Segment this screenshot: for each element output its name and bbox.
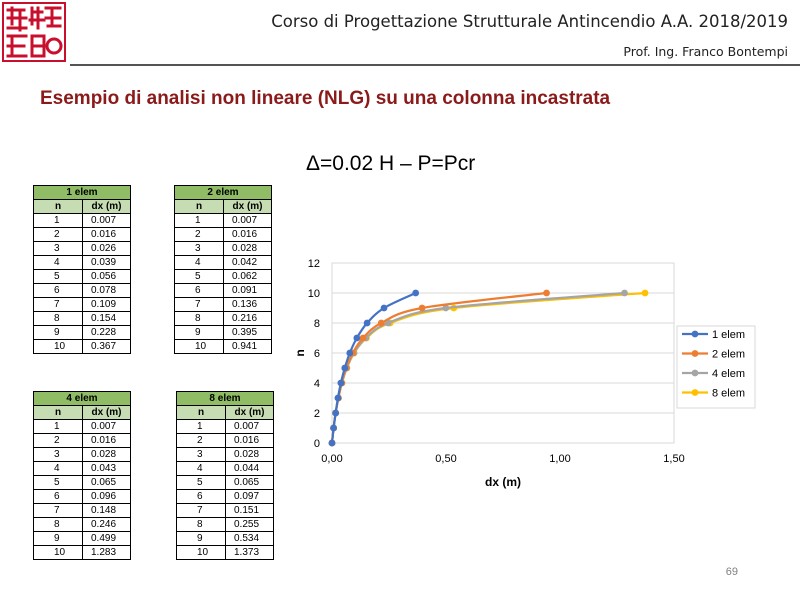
data-point [621,290,628,297]
table-row [34,476,131,490]
table-row [34,462,131,476]
x-tick-label: 0,50 [435,453,457,465]
cell-dx: 0.044 [226,462,274,476]
cell-n: 10 [177,546,226,560]
data-point [364,320,371,327]
cell-dx: 0.097 [226,490,274,504]
y-tick-label: 2 [313,408,320,420]
cell-dx: 0.007 [83,420,131,434]
column-header-dx: dx (m) [226,406,274,420]
cell-n: 9 [34,532,83,546]
cell-n: 5 [34,476,83,490]
table-row [175,256,272,270]
course-title: Corso di Progettazione Strutturale Antincendio A.A. 2018/2019 [271,12,788,31]
cell-n: 5 [177,476,226,490]
table-row [175,270,272,284]
column-header-n: n [177,406,226,420]
cell-n: 8 [177,518,226,532]
table-title: 1 elem [34,186,131,200]
table-4-elem [33,391,131,560]
table-row [34,284,131,298]
table-row [34,518,131,532]
cell-dx: 0.007 [83,214,131,228]
cell-n: 4 [34,256,83,270]
column-header-dx: dx (m) [83,406,131,420]
slide-title: Esempio di analisi non lineare (NLG) su una colonna incastrata [40,88,611,109]
table-row [177,490,274,504]
cell-n: 1 [34,420,83,434]
cell-n: 7 [177,504,226,518]
cell-dx: 0.246 [83,518,131,532]
table-row [175,242,272,256]
data-point [341,365,348,372]
cell-n: 4 [175,256,224,270]
cell-n: 6 [175,284,224,298]
cell-dx: 0.395 [224,326,272,340]
table-row [175,340,272,354]
cell-n: 6 [34,284,83,298]
cell-n: 3 [175,242,224,256]
cell-n: 6 [177,490,226,504]
table-row [175,284,272,298]
cell-n: 3 [177,448,226,462]
data-point [642,290,649,297]
column-header-n: n [34,406,83,420]
table-row [175,312,272,326]
cell-dx: 0.042 [224,256,272,270]
cell-dx: 0.007 [224,214,272,228]
cell-n: 1 [34,214,83,228]
cell-dx: 0.028 [224,242,272,256]
cell-dx: 0.534 [226,532,274,546]
cell-dx: 0.062 [224,270,272,284]
cell-n: 9 [177,532,226,546]
table-row [177,448,274,462]
legend-marker [692,331,699,338]
table-row [34,256,131,270]
y-tick-label: 4 [313,378,320,390]
cell-dx: 0.255 [226,518,274,532]
data-point [412,290,419,297]
cell-dx: 0.016 [83,228,131,242]
legend-label: 8 elem [712,387,746,400]
cell-n: 8 [34,518,83,532]
cell-dx: 0.151 [226,504,274,518]
cell-dx: 0.216 [224,312,272,326]
legend-marker [692,350,699,357]
cell-dx: 0.078 [83,284,131,298]
y-tick-label: 10 [307,288,320,300]
series-line [332,293,547,443]
column-header-n: n [34,200,83,214]
cell-n: 9 [34,326,83,340]
table-row [175,326,272,340]
cell-n: 4 [177,462,226,476]
cell-dx: 0.026 [83,242,131,256]
cell-dx: 1.283 [83,546,131,560]
cell-n: 10 [34,340,83,354]
table-row [177,462,274,476]
x-tick-label: 1,50 [663,453,685,465]
data-point [419,305,426,312]
data-point [346,350,353,357]
table-title: 4 elem [34,392,131,406]
table-row [34,340,131,354]
table-row [34,326,131,340]
displacement-chart [293,250,780,510]
cell-dx: 0.007 [226,420,274,434]
header-divider [70,64,800,66]
page-number: 69 [725,566,738,578]
cell-dx: 0.096 [83,490,131,504]
cell-dx: 0.028 [226,448,274,462]
cell-dx: 0.148 [83,504,131,518]
cell-n: 8 [34,312,83,326]
cell-dx: 0.941 [224,340,272,354]
y-tick-label: 0 [313,438,320,450]
cell-n: 1 [177,420,226,434]
table-row [177,546,274,560]
data-point [381,305,388,312]
cell-dx: 0.367 [83,340,131,354]
table-row [34,270,131,284]
cell-dx: 0.016 [226,434,274,448]
table-row [175,214,272,228]
cell-dx: 0.091 [224,284,272,298]
table-row [177,420,274,434]
table-row [175,228,272,242]
data-point [353,335,360,342]
cell-n: 3 [34,242,83,256]
legend-marker [692,370,699,377]
data-point [378,320,385,327]
cell-dx: 0.016 [83,434,131,448]
y-tick-label: 8 [313,318,320,330]
cell-n: 5 [34,270,83,284]
table-8-elem [176,391,274,560]
table-row [34,448,131,462]
table-title: 2 elem [175,186,272,200]
legend-label: 1 elem [712,329,746,341]
cell-n: 5 [175,270,224,284]
table-row [34,546,131,560]
table-row [34,298,131,312]
cell-n: 2 [34,434,83,448]
cell-n: 9 [175,326,224,340]
table-row [34,434,131,448]
legend-label: 4 elem [712,368,746,380]
data-point [329,440,336,447]
table-row [34,532,131,546]
table-row [34,504,131,518]
table-row [177,504,274,518]
cell-n: 7 [34,504,83,518]
y-tick-label: 6 [313,348,320,360]
x-tick-label: 0,00 [321,453,343,465]
table-row [177,518,274,532]
professor-name: Prof. Ing. Franco Bontempi [623,44,788,59]
cell-n: 3 [34,448,83,462]
cell-dx: 0.499 [83,532,131,546]
column-header-dx: dx (m) [224,200,272,214]
cell-n: 1 [175,214,224,228]
x-axis-label: dx (m) [485,475,521,489]
table-1-elem [33,185,131,354]
cell-n: 8 [175,312,224,326]
cell-n: 7 [175,298,224,312]
series-line [332,293,645,443]
cell-dx: 0.228 [83,326,131,340]
data-point [335,395,342,402]
table-row [177,434,274,448]
data-point [332,410,339,417]
table-row [34,242,131,256]
legend-label: 2 elem [712,348,746,361]
legend-marker [692,389,699,396]
data-point [543,290,550,297]
column-header-n: n [175,200,224,214]
table-row [34,214,131,228]
cell-n: 6 [34,490,83,504]
cell-n: 2 [34,228,83,242]
cell-dx: 0.028 [83,448,131,462]
table-row [175,298,272,312]
data-point [337,380,344,387]
cell-dx: 0.109 [83,298,131,312]
table-row [34,420,131,434]
cell-n: 2 [177,434,226,448]
cell-dx: 0.043 [83,462,131,476]
x-tick-label: 1,00 [549,453,571,465]
table-row [177,476,274,490]
table-row [177,532,274,546]
cell-dx: 0.039 [83,256,131,270]
cell-n: 4 [34,462,83,476]
cell-dx: 1.373 [226,546,274,560]
cell-dx: 0.065 [226,476,274,490]
cell-n: 2 [175,228,224,242]
table-title: 8 elem [177,392,274,406]
cell-dx: 0.056 [83,270,131,284]
data-point [360,335,367,342]
university-seal-logo [2,2,66,62]
cell-n: 10 [175,340,224,354]
y-axis-label: n [293,349,307,357]
table-row [34,228,131,242]
data-point [330,425,337,432]
column-header-dx: dx (m) [83,200,131,214]
cell-dx: 0.016 [224,228,272,242]
cell-dx: 0.136 [224,298,272,312]
table-2-elem [174,185,272,354]
table-row [34,312,131,326]
cell-n: 7 [34,298,83,312]
cell-n: 10 [34,546,83,560]
cell-dx: 0.154 [83,312,131,326]
cell-dx: 0.065 [83,476,131,490]
slide-subtitle: Δ=0.02 H – P=Pcr [306,152,476,175]
y-tick-label: 12 [307,258,320,270]
table-row [34,490,131,504]
